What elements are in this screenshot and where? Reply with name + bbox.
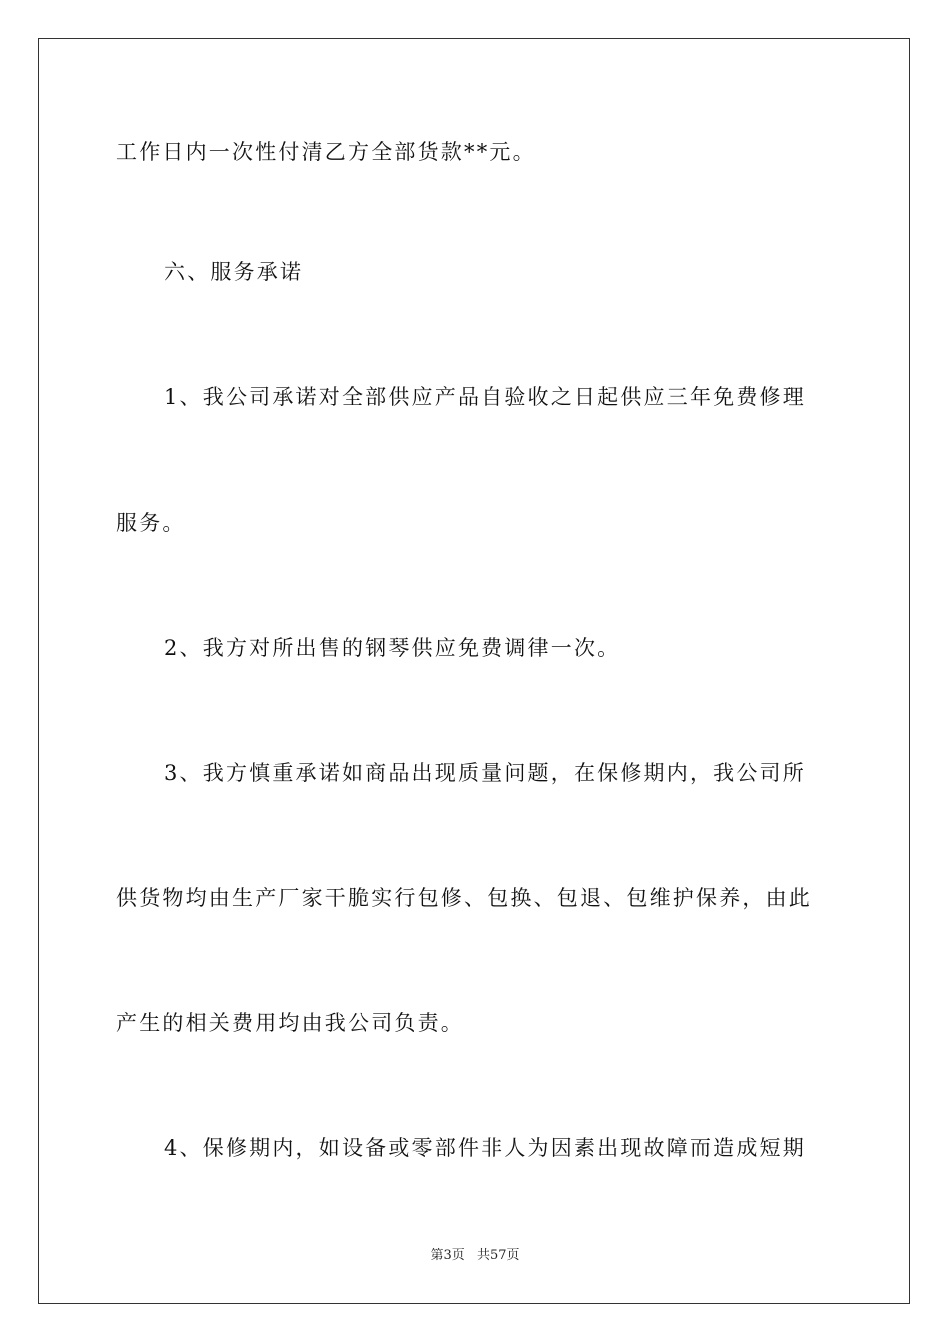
paragraph-line-item3-cont2: 产生的相关费用均由我公司负责。	[116, 1011, 464, 1035]
page-number: 第3页	[430, 1248, 465, 1263]
section-heading-service-commitment: 六、服务承诺	[164, 260, 304, 284]
paragraph-line-payment: 工作日内一次性付清乙方全部货款**元。	[116, 140, 536, 164]
page-border	[38, 38, 910, 1304]
paragraph-line-item1-cont: 服务。	[116, 511, 186, 535]
page-total: 共57页	[476, 1248, 520, 1263]
paragraph-line-item3-cont1: 供货物均由生产厂家干脆实行包修、包换、包退、包维护保养，由此	[116, 886, 812, 910]
paragraph-line-item1: 1、我公司承诺对全部供应产品自验收之日起供应三年免费修理	[164, 385, 806, 409]
paragraph-line-item2: 2、我方对所出售的钢琴供应免费调律一次。	[164, 636, 621, 660]
paragraph-line-item3: 3、我方慎重承诺如商品出现质量问题，在保修期内，我公司所	[164, 761, 806, 785]
paragraph-line-item4: 4、保修期内，如设备或零部件非人为因素出现故障而造成短期	[164, 1136, 806, 1160]
page-footer	[0, 1247, 950, 1265]
